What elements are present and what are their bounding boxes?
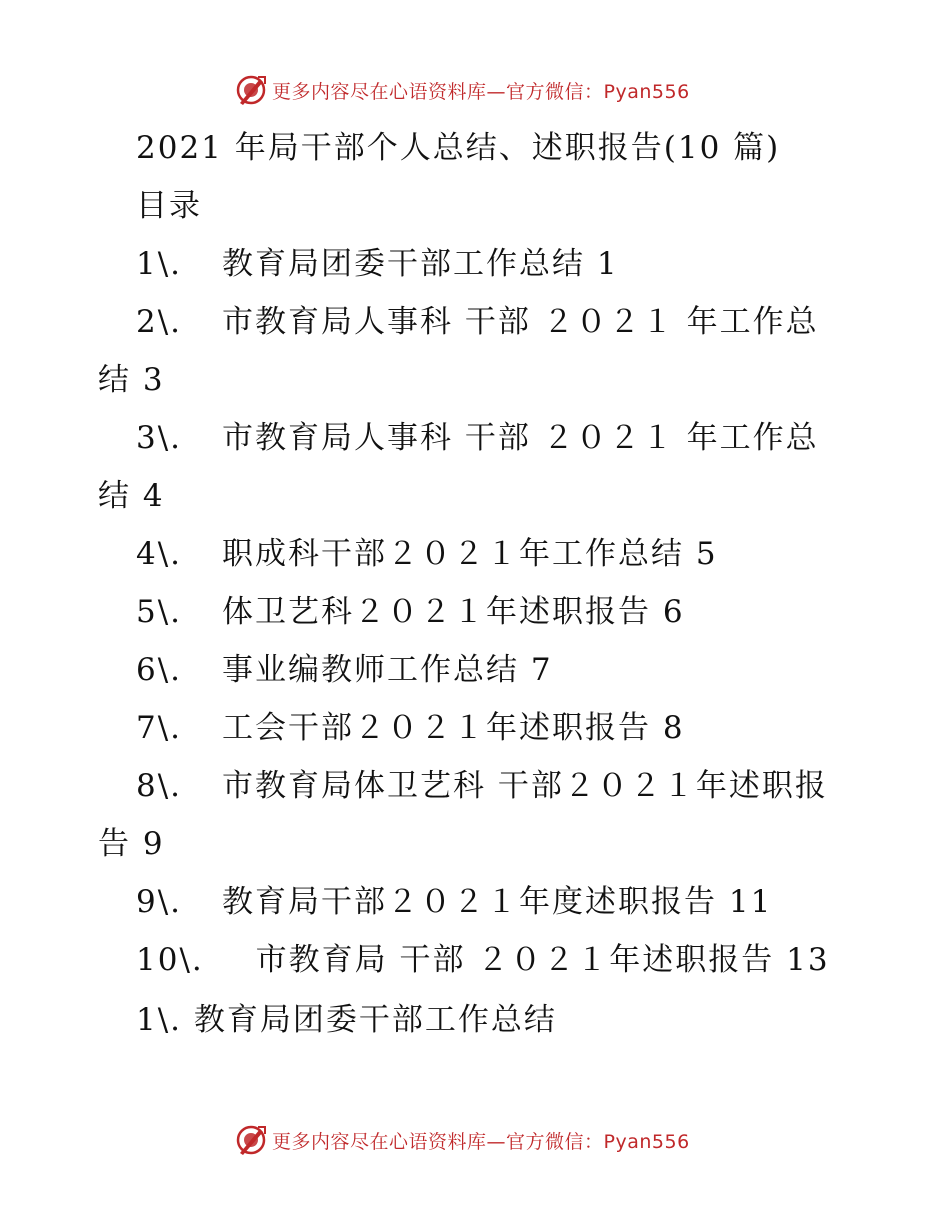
toc-item-number: 9\.: [136, 884, 183, 920]
toc-item-number: 2\.: [136, 304, 183, 340]
toc-item-continuation[interactable]: 结 3: [98, 362, 165, 398]
toc-item[interactable]: [136, 592, 685, 632]
toc-item-text: 职成科干部２０２１年工作总结 5: [222, 536, 718, 572]
toc-item-number: 8\.: [136, 768, 183, 804]
toc-item-number: 3\.: [136, 420, 183, 456]
toc-item-number: 1\.: [136, 246, 183, 282]
toc-item-text: 工会干部２０２１年述职报告 8: [222, 710, 685, 746]
toc-item-number: 6\.: [136, 652, 183, 688]
toc-item[interactable]: [136, 650, 553, 690]
toc-item-text: 教育局干部２０２１年度述职报告 11: [222, 884, 773, 920]
footer-watermark: [234, 1122, 690, 1158]
toc-item-text: 市教育局人事科 干部 ２０２１ 年工作总: [222, 304, 819, 340]
toc-item-number: 10\.: [136, 942, 204, 978]
toc-item-number: 7\.: [136, 710, 183, 746]
toc-item[interactable]: [136, 418, 819, 458]
toc-item[interactable]: [136, 766, 828, 806]
toc-heading: 目录: [136, 188, 202, 224]
toc-item-number: 5\.: [136, 594, 183, 630]
toc-item-text: 市教育局人事科 干部 ２０２１ 年工作总: [222, 420, 819, 456]
document-title: 2021 年局干部个人总结、述职报告(10 篇): [136, 130, 781, 166]
quill-seal-logo-icon: [234, 73, 268, 107]
toc-item-text: 体卫艺科２０２１年述职报告 6: [222, 594, 685, 630]
header-watermark: [234, 72, 690, 108]
toc-item-text: 市教育局 干部 ２０２１年述职报告 13: [243, 942, 830, 978]
toc-item[interactable]: [136, 940, 830, 980]
watermark-text: 更多内容尽在心语资料库—官方微信：Pyan556: [272, 80, 690, 103]
toc-item[interactable]: [136, 708, 685, 748]
toc-item-continuation[interactable]: 告 9: [98, 826, 165, 862]
section-heading: 1\. 教育局团委干部工作总结: [136, 1002, 557, 1038]
toc-item-text: 市教育局体卫艺科 干部２０２１年述职报: [222, 768, 828, 804]
toc-item[interactable]: [136, 534, 718, 574]
toc-item-number: 4\.: [136, 536, 183, 572]
toc-item[interactable]: [136, 302, 819, 342]
toc-item-text: 事业编教师工作总结 7: [222, 652, 553, 688]
toc-item[interactable]: [136, 244, 619, 284]
quill-seal-logo-icon: [234, 1123, 268, 1157]
watermark-text: 更多内容尽在心语资料库—官方微信：Pyan556: [272, 1130, 690, 1153]
toc-item-text: 教育局团委干部工作总结 1: [222, 246, 619, 282]
toc-item[interactable]: [136, 882, 772, 922]
toc-item-continuation[interactable]: 结 4: [98, 478, 165, 514]
